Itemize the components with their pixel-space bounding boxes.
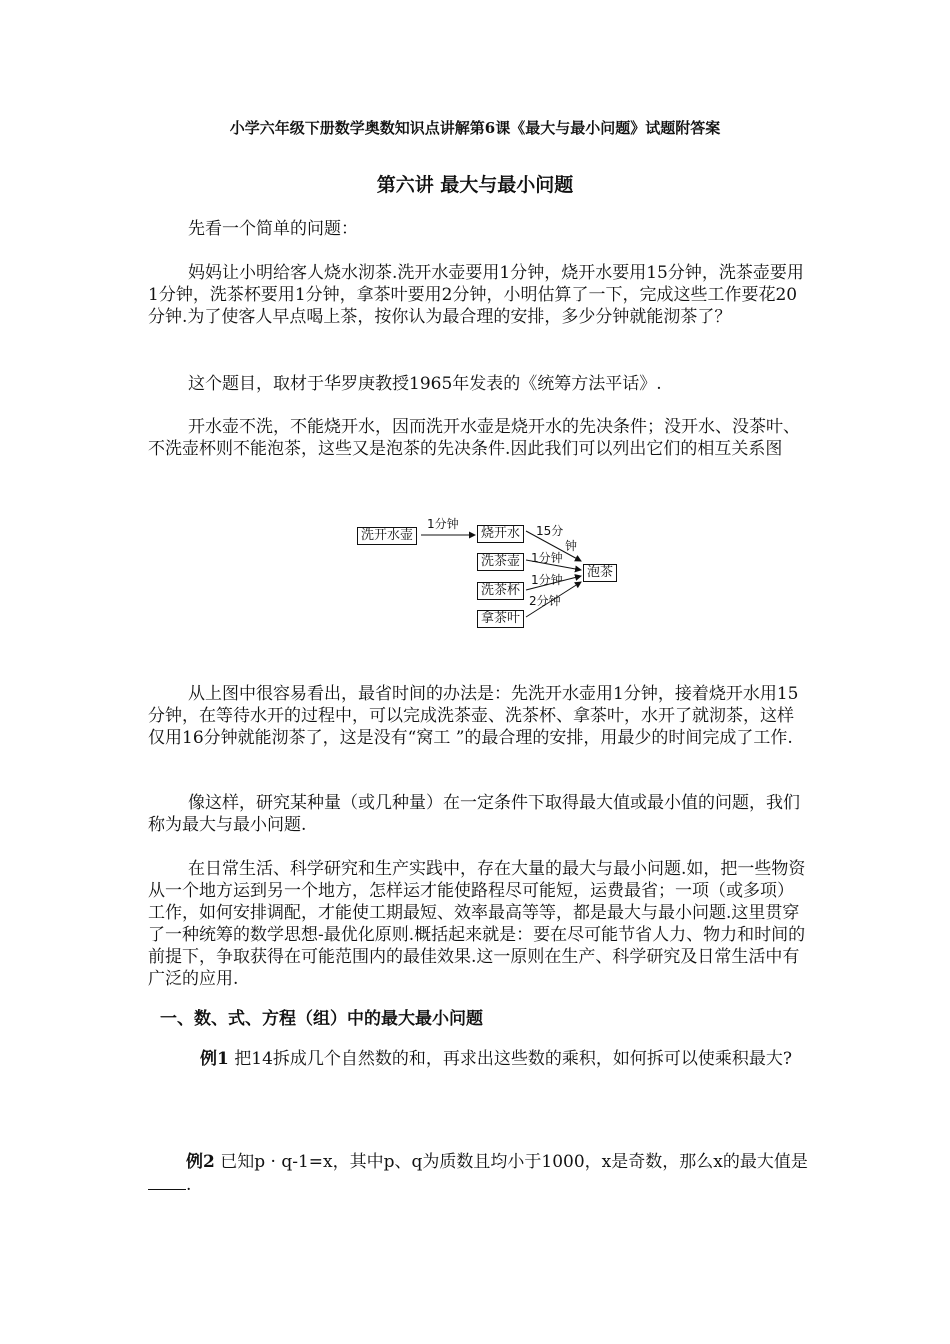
node-make-tea: 泡茶 — [583, 564, 617, 582]
paragraph-problem: 妈妈让小明给客人烧水沏茶.洗开水壶要用1分钟，烧开水要用15分钟，洗茶壶要用1分钟，洗茶杯要用1分钟，拿茶叶要用2分钟，小明估算了一下，完成这些工作要花20分钟.为了使客人早点喝上茶，按你认为最合理的安排，多少分钟就能沏茶了？ — [148, 263, 804, 327]
paragraph-definition: 像这样，研究某种量（或几种量）在一定条件下取得最大值或最小值的问题，我们称为最大与最小问题. — [148, 793, 800, 835]
example-1 — [148, 1048, 808, 1070]
lecture-title: 第六讲 最大与最小问题 — [376, 174, 574, 196]
node-boil-water: 烧开水 — [477, 525, 524, 543]
paragraph-solution: 从上图中很容易看出，最省时间的办法是：先洗开水壶用1分钟，接着烧开水用15分钟，在等待水开的过程中，可以完成洗茶壶、洗茶杯、拿茶叶，水开了就沏茶，这样仅用16分钟就能沏茶了，这是没有“窝工 ”的最合理的安排，用最少的时间完成了工作. — [148, 684, 799, 748]
answer-blank[interactable] — [148, 1173, 186, 1190]
relationship-diagram — [355, 512, 625, 632]
paragraph-applications: 在日常生活、科学研究和生产实践中，存在大量的最大与最小问题.如，把一些物资从一个地方运到另一个地方，怎样运才能使路程尽可能短，运费最省；一项（或多项）工作，如何安排调配，才能使工期最短、效率最高等等，都是最大与最小问题.这里贯穿了一种统筹的数学思想-最优化原则.概括起来就是：要在尽可能节省人力、物力和时间的前提下，争取获得在可能范围内的最佳效果.这一原则在生产、科学研究及日常生活中有广泛的应用. — [148, 859, 806, 989]
label-boil-time-a: 15分 — [536, 524, 564, 538]
section-heading: 一、数、式、方程（组）中的最大最小问题 — [160, 1009, 483, 1029]
example-2-text: 已知p · q-1=x，其中p、q为质数且均小于1000，x是奇数，那么x的最大值是 — [214, 1152, 808, 1172]
paragraph-source: 这个题目，取材于华罗庚教授1965年发表的《统筹方法平话》. — [188, 374, 662, 394]
document-header-title: 小学六年级下册数学奥数知识点讲解第6课《最大与最小问题》试题附答案 — [229, 119, 721, 137]
paragraph-conditions: 开水壶不洗，不能烧开水，因而洗开水壶是烧开水的先决条件；没开水、没茶叶、不洗壶杯则不能泡茶，这些又是泡茶的先决条件.因此我们可以列出它们的相互关系图 — [148, 417, 800, 459]
label-boil-time-b: 钟 — [565, 539, 578, 553]
example-2-label: 例2 — [186, 1152, 215, 1172]
example-2-suffix: . — [186, 1175, 192, 1195]
node-wash-teapot: 洗茶壶 — [477, 553, 524, 571]
label-tea-time: 2分钟 — [529, 594, 561, 608]
node-wash-kettle: 洗开水壶 — [357, 527, 417, 545]
label-cups-time: 1分钟 — [531, 573, 563, 587]
example-1-label: 例1 — [200, 1049, 229, 1069]
example-2 — [148, 1151, 808, 1196]
paragraph-intro: 先看一个简单的问题： — [188, 219, 358, 239]
label-teapot-time: 1分钟 — [531, 551, 563, 565]
example-1-text: 把14拆成几个自然数的和，再求出这些数的乘积，如何拆可以使乘积最大? — [228, 1049, 792, 1069]
node-wash-cups: 洗茶杯 — [477, 582, 524, 600]
label-kettle-time: 1分钟 — [427, 517, 459, 531]
node-get-tea: 拿茶叶 — [477, 610, 524, 628]
